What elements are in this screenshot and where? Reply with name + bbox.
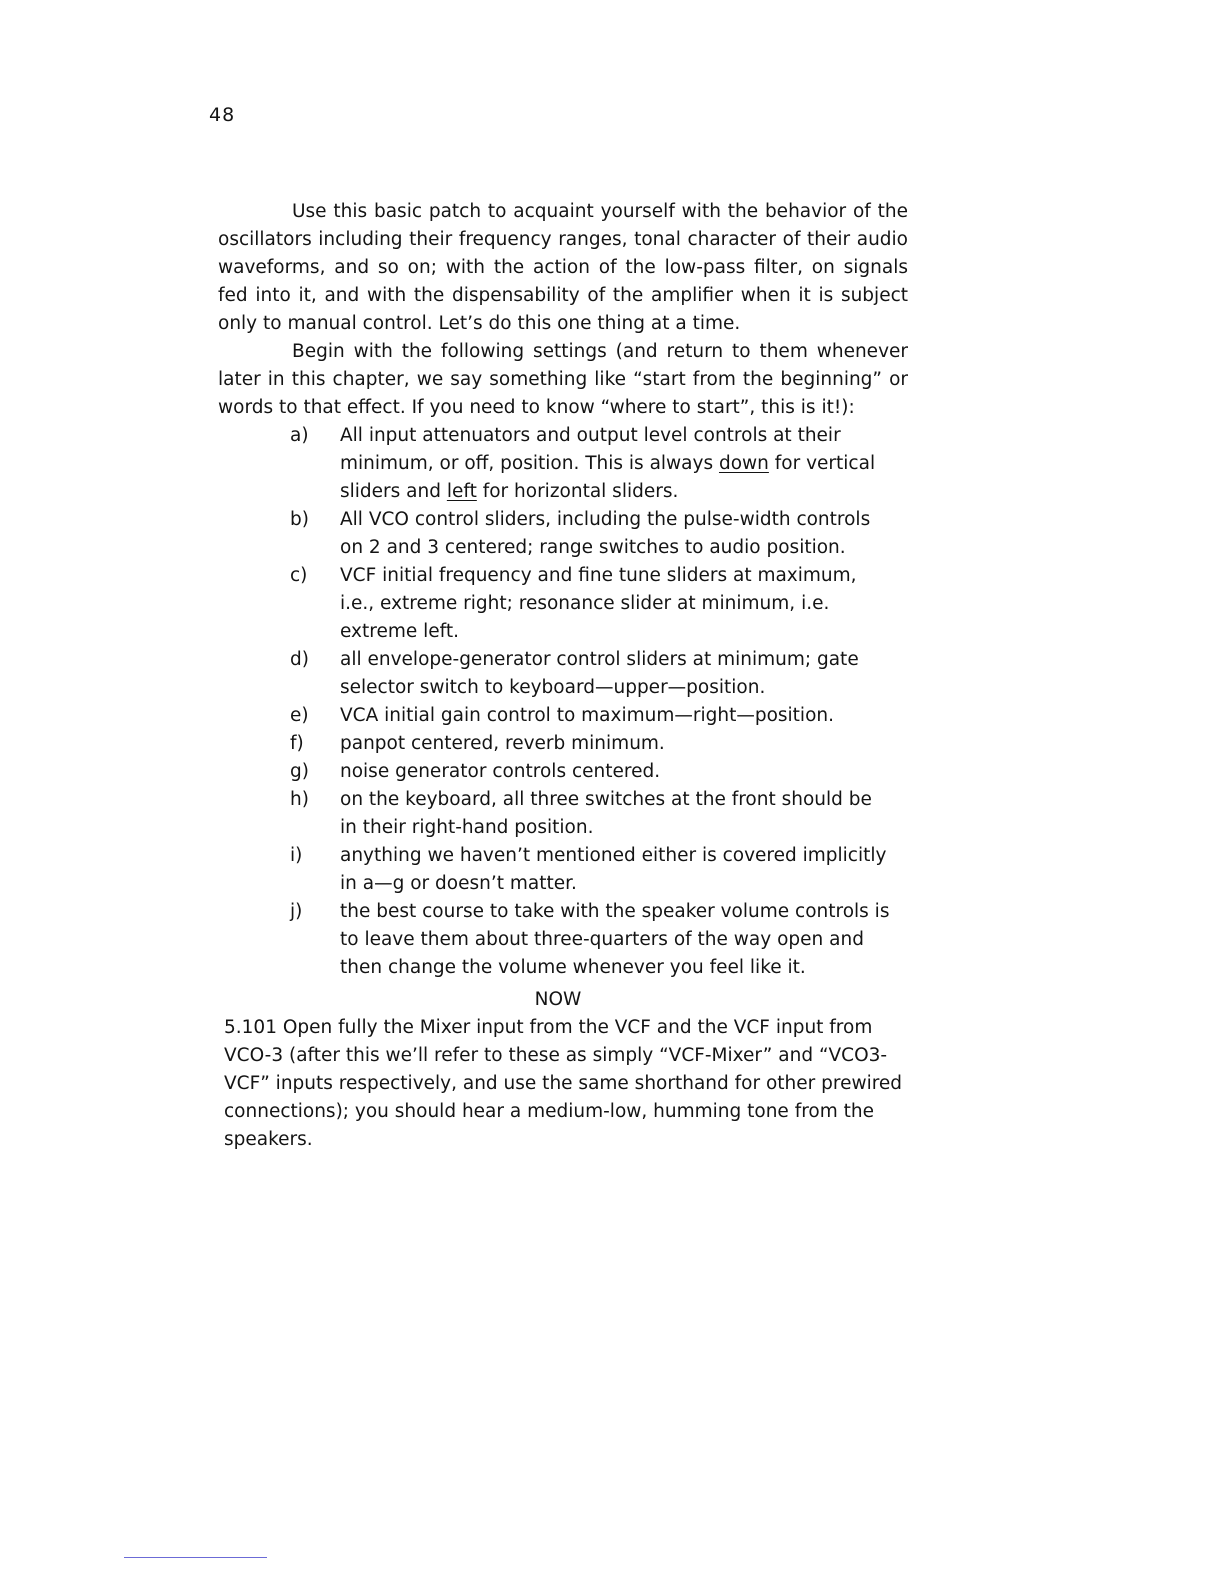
item-letter: b) [290,509,309,530]
item-text: panpot centered, reverb minimum. [340,733,665,754]
section-5-101-paragraph: 5.101 Open fully the Mixer input from the VCF and the VCF input from VCO-3 (after this we’ll refer to these as simply “VCF-Mixer” and “VCO3-VCF” inputs respectively, and use the same shorthand for other prewired connections); you should hear a medium-low, humming tone from the speakers. [224,1017,903,1150]
item-letter: i) [290,845,303,866]
item-letter: a) [290,425,309,446]
list-item [218,506,908,562]
item-text-end: for horizontal sliders. [476,481,679,502]
item-text: VCF initial frequency and fine tune sliders at maximum, i.e., extreme right; resonance slider at minimum, i.e. extreme left. [340,565,857,642]
list-item [218,646,908,702]
now-heading: NOW [534,989,582,1010]
body-text [218,198,908,1154]
item-text-start: All input attenuators and output level controls at their minimum, or off, position. This is always [340,425,841,474]
list-item [218,898,908,982]
item-text [340,422,892,506]
item-letter: f) [290,733,304,754]
emphasis-down: down [718,453,769,474]
item-text: the best course to take with the speaker volume controls is to leave them about three-quarters of the way open and then change the volume whenever you feel like it. [340,901,890,978]
item-text: on the keyboard, all three switches at the front should be in their right-hand position. [340,789,872,838]
settings-list [218,422,908,982]
page-number: 48 [209,104,236,126]
list-item [218,562,908,646]
intro-paragraph: Use this basic patch to acquaint yourself with the behavior of the oscillators including their frequency ranges, tonal character of their audio waveforms, and so on; with the action of the low-pass filter, on signals fed into it, and with the dispensability of the amplifier when it is subject only to manual control. Let’s do this one thing at a time. [218,201,908,334]
list-item [218,422,908,506]
item-text: anything we haven’t mentioned either is covered implicitly in a—g or doesn’t matter. [340,845,887,894]
begin-paragraph: Begin with the following settings (and return to them whenever later in this chapter, we say something like “start from the beginning” or words to that effect. If you need to know “where to start”, this is it!): [218,341,908,418]
list-item [218,758,908,786]
item-letter: d) [290,649,309,670]
emphasis-left: left [446,481,477,502]
item-letter: h) [290,789,309,810]
item-letter: c) [290,565,308,586]
item-text-mid: for vertical sliders and [340,453,876,502]
list-item [218,842,908,898]
item-text: all envelope-generator control sliders at minimum; gate selector switch to keyboard—upper—position. [340,649,859,698]
item-letter: j) [290,901,303,922]
footnote-rule [124,1557,267,1558]
list-item [218,702,908,730]
item-text: All VCO control sliders, including the pulse-width controls on 2 and 3 centered; range switches to audio position. [340,509,871,558]
list-item [218,730,908,758]
item-text: noise generator controls centered. [340,761,661,782]
list-item [218,786,908,842]
item-letter: e) [290,705,309,726]
item-letter: g) [290,761,309,782]
item-text: VCA initial gain control to maximum—right—position. [340,705,834,726]
